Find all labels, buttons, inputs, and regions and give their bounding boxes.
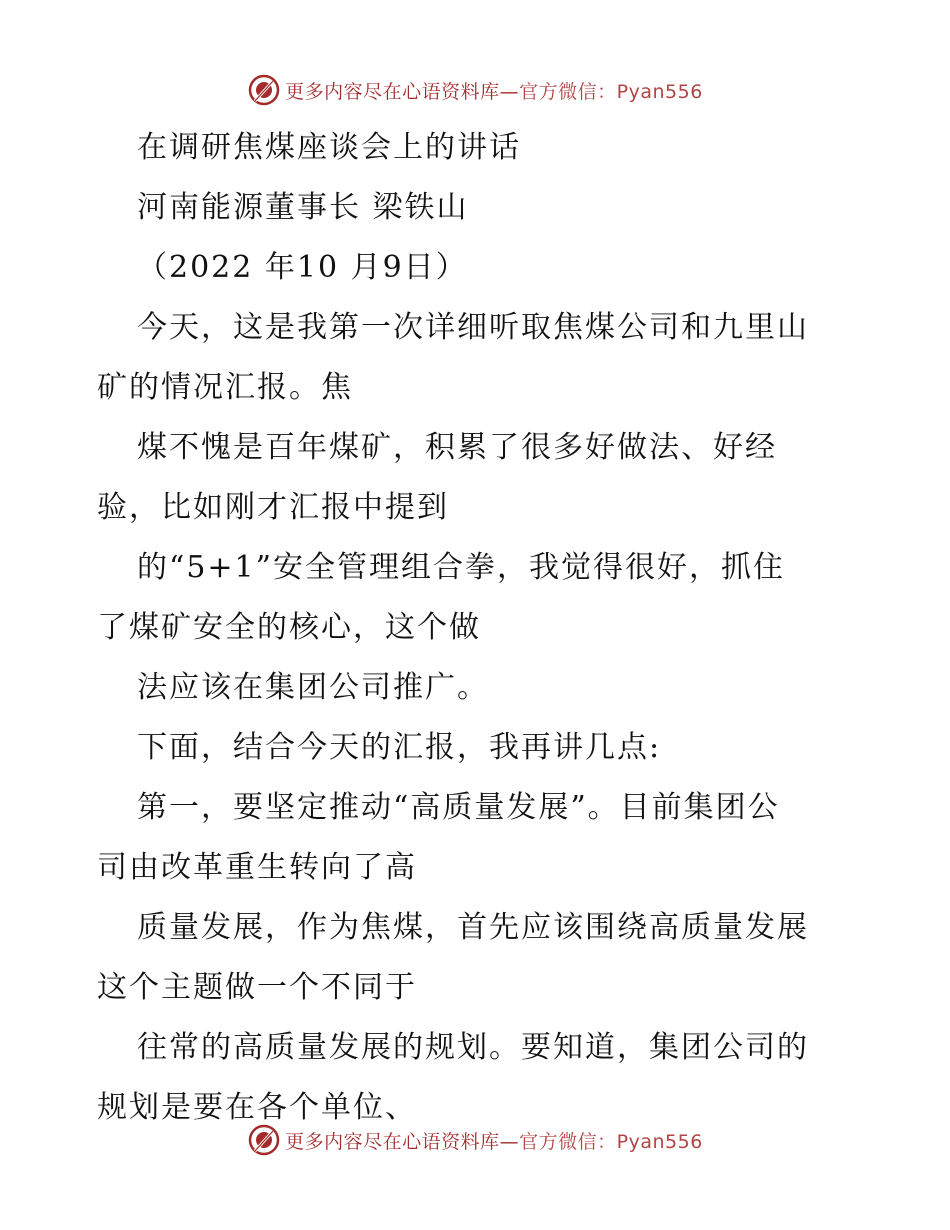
footer-banner [0,1120,950,1160]
banner-text [285,1127,703,1154]
doc-line: 第一，要坚定推动“高质量发展”。目前集团公 [137,790,780,825]
doc-line: 了煤矿安全的核心，这个做 [97,610,481,645]
doc-line: 煤不愧是百年煤矿，积累了很多好做法、好经 [137,430,777,465]
doc-line: （2022 年10 月9日） [137,250,468,285]
doc-line: 河南能源董事长 梁铁山 [137,190,469,225]
pen-logo-icon [247,73,281,107]
doc-line: 下面，结合今天的汇报，我再讲几点: [137,730,662,765]
doc-line: 的“5+1”安全管理组合拳，我觉得很好，抓住 [137,550,785,585]
pen-logo-icon [247,1123,281,1157]
banner-title: 更多内容尽在心语资料库— [285,80,520,103]
doc-line: 法应该在集团公司推广。 [137,670,489,705]
doc-line: 在调研焦煤座谈会上的讲话 [137,130,521,165]
banner-wechat: 官方微信：Pyan556 [519,80,703,103]
doc-line: 这个主题做一个不同于 [97,970,417,1005]
doc-line: 今天，这是我第一次详细听取焦煤公司和九里山 [137,310,809,345]
document-body [97,118,857,1138]
doc-line: 往常的高质量发展的规划。要知道，集团公司的 [137,1030,809,1065]
doc-line: 矿的情况汇报。焦 [97,370,353,405]
banner-text [285,77,703,104]
doc-line: 验，比如刚才汇报中提到 [97,490,449,525]
banner-title: 更多内容尽在心语资料库— [285,1130,520,1153]
doc-line: 质量发展，作为焦煤，首先应该围绕高质量发展 [137,910,809,945]
doc-line: 司由改革重生转向了高 [97,850,417,885]
header-banner [0,70,950,110]
banner-wechat: 官方微信：Pyan556 [519,1130,703,1153]
doc-line: 规划是要在各个单位、 [97,1090,417,1125]
